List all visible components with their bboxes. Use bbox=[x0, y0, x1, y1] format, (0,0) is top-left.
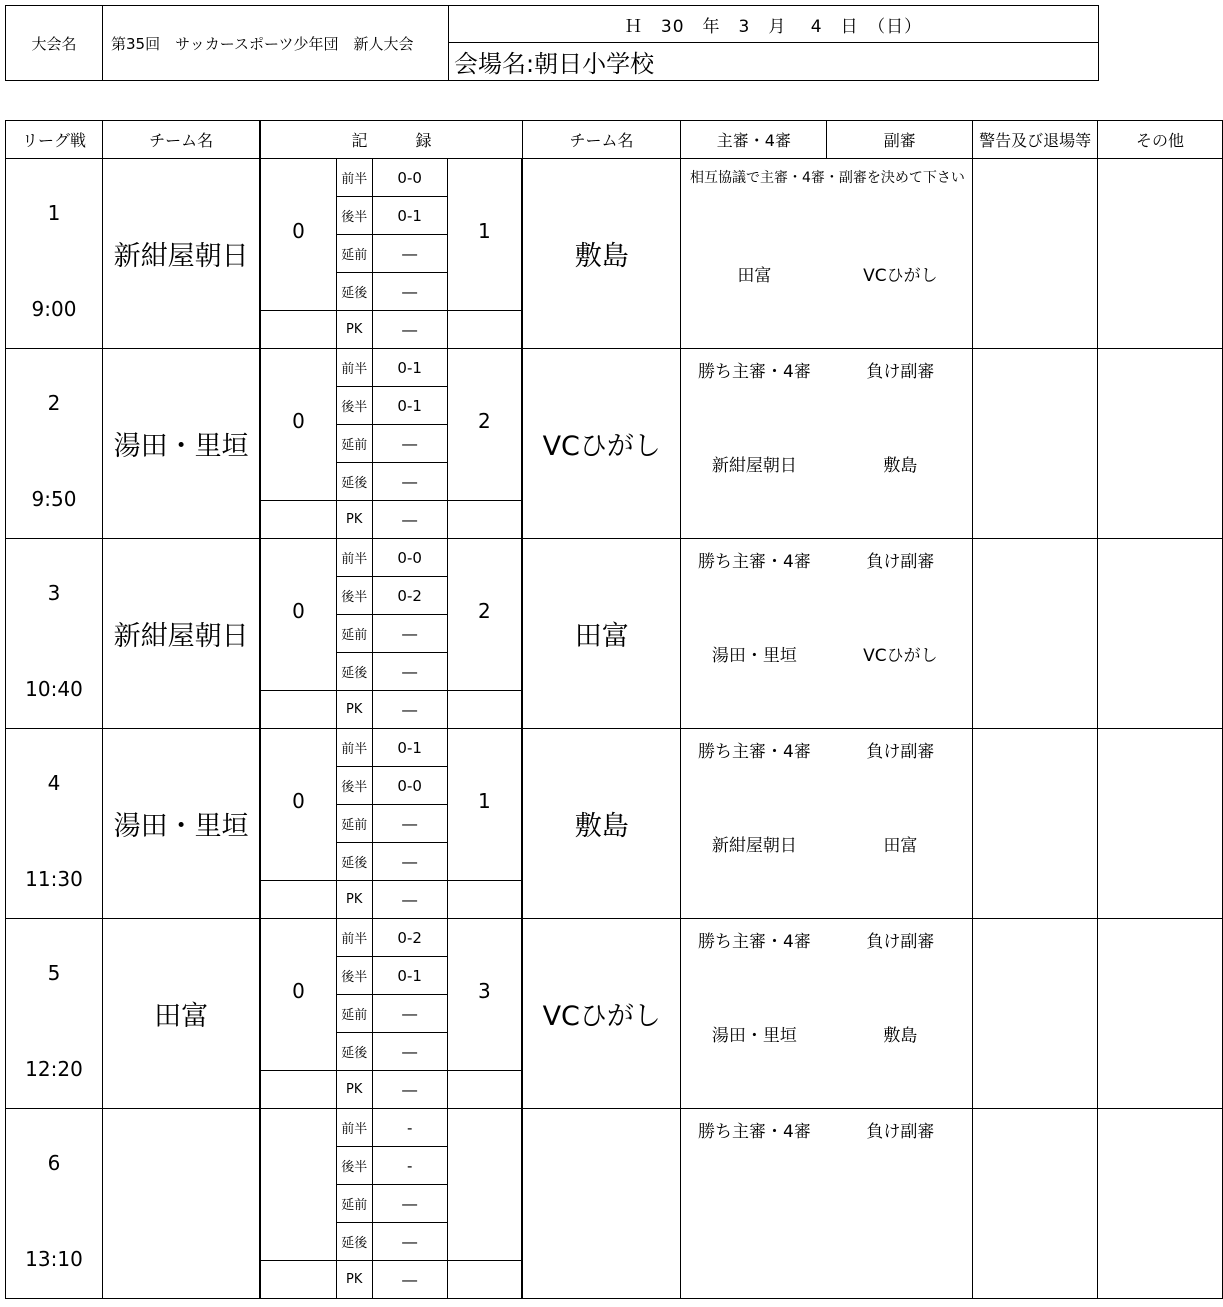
period-label: PK bbox=[336, 1261, 372, 1299]
main-ref-team: 田富 bbox=[737, 266, 772, 286]
sub-ref-heading: 負け副審 bbox=[866, 362, 935, 382]
main-ref-heading: 勝ち主審・4審 bbox=[698, 1122, 811, 1142]
away-team bbox=[522, 1109, 681, 1299]
referee-cell bbox=[681, 1109, 973, 1299]
col-warnings: 警告及び退場等 bbox=[973, 121, 1098, 159]
period-label: 延後 bbox=[336, 1223, 372, 1261]
away-score bbox=[447, 1109, 522, 1261]
period-label: 後半 bbox=[336, 1147, 372, 1185]
main-ref-heading: 勝ち主審・4審 bbox=[698, 742, 811, 762]
home-team: 新紺屋朝日 bbox=[102, 159, 260, 349]
pk-away-blank bbox=[447, 691, 522, 729]
period-score: ― bbox=[372, 1185, 447, 1223]
period-label: PK bbox=[336, 1071, 372, 1109]
match-cell bbox=[6, 539, 103, 729]
period-score: ― bbox=[372, 805, 447, 843]
away-team: 田富 bbox=[522, 539, 681, 729]
sub-ref-team: VCひがし bbox=[863, 646, 938, 666]
period-score: 0-1 bbox=[372, 729, 447, 767]
match-date: Ｈ 30 年 3 月 4 日 （日） bbox=[449, 6, 1099, 43]
sub-ref-heading: 負け副審 bbox=[866, 1122, 935, 1142]
period-score: ― bbox=[372, 881, 447, 919]
home-team: 田富 bbox=[102, 919, 260, 1109]
sub-ref-team: 敷島 bbox=[883, 1026, 918, 1046]
period-score: ― bbox=[372, 273, 447, 311]
away-score: 2 bbox=[447, 539, 522, 691]
away-score: 1 bbox=[447, 729, 522, 881]
other-cell bbox=[1098, 919, 1223, 1109]
period-label: 前半 bbox=[336, 159, 372, 197]
match-cell bbox=[6, 349, 103, 539]
warnings-cell bbox=[973, 1109, 1098, 1299]
period-label: PK bbox=[336, 501, 372, 539]
match-number: 3 bbox=[47, 581, 61, 605]
pk-away-blank bbox=[447, 311, 522, 349]
period-label: 後半 bbox=[336, 197, 372, 235]
period-label: 延後 bbox=[336, 653, 372, 691]
period-label: 前半 bbox=[336, 1109, 372, 1147]
referee-cell bbox=[681, 349, 973, 539]
match-row bbox=[6, 349, 1223, 387]
period-label: 後半 bbox=[336, 387, 372, 425]
match-number: 4 bbox=[47, 771, 61, 795]
home-score: 0 bbox=[260, 539, 336, 691]
venue-name: 会場名:朝日小学校 bbox=[449, 43, 1099, 81]
col-main-ref: 主審・4審 bbox=[681, 121, 827, 159]
kickoff-time: 13:10 bbox=[25, 1247, 83, 1271]
col-record: 記 録 bbox=[260, 121, 522, 159]
col-team1: チーム名 bbox=[102, 121, 260, 159]
period-score: 0-1 bbox=[372, 197, 447, 235]
main-ref-heading: 勝ち主審・4審 bbox=[698, 552, 811, 572]
away-team: VCひがし bbox=[522, 919, 681, 1109]
away-team: 敷島 bbox=[522, 729, 681, 919]
away-team: VCひがし bbox=[522, 349, 681, 539]
tournament-label: 大会名 bbox=[6, 6, 103, 81]
main-ref-team: 湯田・里垣 bbox=[711, 646, 797, 666]
col-other: その他 bbox=[1098, 121, 1223, 159]
period-score: ― bbox=[372, 691, 447, 729]
period-score: 0-1 bbox=[372, 349, 447, 387]
col-team2: チーム名 bbox=[522, 121, 681, 159]
period-score: ― bbox=[372, 311, 447, 349]
period-score: ― bbox=[372, 463, 447, 501]
home-team: 湯田・里垣 bbox=[102, 349, 260, 539]
kickoff-time: 9:50 bbox=[31, 487, 77, 511]
period-label: 延後 bbox=[336, 1033, 372, 1071]
kickoff-time: 9:00 bbox=[31, 297, 77, 321]
match-number: 6 bbox=[47, 1151, 61, 1175]
home-team: 湯田・里垣 bbox=[102, 729, 260, 919]
referee-cell bbox=[681, 539, 973, 729]
pk-away-blank bbox=[447, 1261, 522, 1299]
referee-cell bbox=[681, 919, 973, 1109]
sub-ref-team: 田富 bbox=[883, 836, 918, 856]
period-score: ― bbox=[372, 501, 447, 539]
period-label: PK bbox=[336, 881, 372, 919]
kickoff-time: 12:20 bbox=[25, 1057, 83, 1081]
match-number: 1 bbox=[47, 201, 61, 225]
period-score: ― bbox=[372, 653, 447, 691]
match-row bbox=[6, 539, 1223, 577]
home-score bbox=[260, 1109, 336, 1261]
period-score: 0-2 bbox=[372, 577, 447, 615]
period-label: 前半 bbox=[336, 349, 372, 387]
main-ref-team: 新紺屋朝日 bbox=[711, 456, 797, 476]
match-row bbox=[6, 1109, 1223, 1147]
period-score: ― bbox=[372, 1223, 447, 1261]
col-league: リーグ戦 bbox=[6, 121, 103, 159]
period-label: 後半 bbox=[336, 957, 372, 995]
period-label: 延前 bbox=[336, 235, 372, 273]
period-label: 延前 bbox=[336, 425, 372, 463]
period-score: ― bbox=[372, 1033, 447, 1071]
sub-ref-team: 敷島 bbox=[883, 456, 918, 476]
kickoff-time: 10:40 bbox=[25, 677, 83, 701]
warnings-cell bbox=[973, 729, 1098, 919]
warnings-cell bbox=[973, 159, 1098, 349]
main-ref-heading: 勝ち主審・4審 bbox=[698, 362, 811, 382]
period-score: 0-0 bbox=[372, 539, 447, 577]
sub-ref-team: VCひがし bbox=[863, 266, 938, 286]
period-score: ― bbox=[372, 843, 447, 881]
col-sub-ref: 副審 bbox=[827, 121, 973, 159]
referee-note: 相互協議で主審・4審・副審を決めて下さい bbox=[689, 170, 965, 186]
other-cell bbox=[1098, 729, 1223, 919]
period-score: ― bbox=[372, 615, 447, 653]
away-score: 3 bbox=[447, 919, 522, 1071]
match-cell bbox=[6, 1109, 103, 1299]
period-score: 0-1 bbox=[372, 387, 447, 425]
pk-away-blank bbox=[447, 501, 522, 539]
period-label: 延後 bbox=[336, 843, 372, 881]
home-team bbox=[102, 1109, 260, 1299]
period-score: ― bbox=[372, 995, 447, 1033]
sub-ref-heading: 負け副審 bbox=[866, 932, 935, 952]
referee-cell bbox=[681, 729, 973, 919]
period-label: 延前 bbox=[336, 1185, 372, 1223]
pk-home-blank bbox=[260, 691, 336, 729]
other-cell bbox=[1098, 349, 1223, 539]
period-label: 後半 bbox=[336, 767, 372, 805]
warnings-cell bbox=[973, 919, 1098, 1109]
main-ref-heading: 勝ち主審・4審 bbox=[698, 932, 811, 952]
match-row bbox=[6, 919, 1223, 957]
match-cell bbox=[6, 919, 103, 1109]
period-label: PK bbox=[336, 311, 372, 349]
period-score: ― bbox=[372, 425, 447, 463]
away-score: 1 bbox=[447, 159, 522, 311]
other-cell bbox=[1098, 539, 1223, 729]
pk-home-blank bbox=[260, 501, 336, 539]
period-label: PK bbox=[336, 691, 372, 729]
period-score: - bbox=[372, 1147, 447, 1185]
period-label: 延前 bbox=[336, 615, 372, 653]
period-label: 前半 bbox=[336, 729, 372, 767]
kickoff-time: 11:30 bbox=[25, 867, 83, 891]
sub-ref-heading: 負け副審 bbox=[866, 742, 935, 762]
main-ref-team: 湯田・里垣 bbox=[711, 1026, 797, 1046]
match-number: 5 bbox=[47, 961, 61, 985]
pk-home-blank bbox=[260, 1261, 336, 1299]
period-label: 延前 bbox=[336, 995, 372, 1033]
pk-away-blank bbox=[447, 881, 522, 919]
away-team: 敷島 bbox=[522, 159, 681, 349]
warnings-cell bbox=[973, 349, 1098, 539]
tournament-name: 第35回 サッカースポーツ少年団 新人大会 bbox=[103, 6, 449, 81]
match-row bbox=[6, 159, 1223, 197]
period-label: 前半 bbox=[336, 919, 372, 957]
home-score: 0 bbox=[260, 919, 336, 1071]
period-label: 延後 bbox=[336, 273, 372, 311]
period-score: ― bbox=[372, 1261, 447, 1299]
period-score: ― bbox=[372, 235, 447, 273]
period-label: 延前 bbox=[336, 805, 372, 843]
pk-away-blank bbox=[447, 1071, 522, 1109]
home-score: 0 bbox=[260, 349, 336, 501]
warnings-cell bbox=[973, 539, 1098, 729]
pk-home-blank bbox=[260, 881, 336, 919]
home-team: 新紺屋朝日 bbox=[102, 539, 260, 729]
period-score: 0-2 bbox=[372, 919, 447, 957]
other-cell bbox=[1098, 159, 1223, 349]
main-ref-team: 新紺屋朝日 bbox=[711, 836, 797, 856]
referee-cell bbox=[681, 159, 973, 349]
match-row bbox=[6, 729, 1223, 767]
period-score: - bbox=[372, 1109, 447, 1147]
sub-ref-heading: 負け副審 bbox=[866, 552, 935, 572]
pk-home-blank bbox=[260, 311, 336, 349]
match-record-table bbox=[5, 120, 1223, 1299]
period-label: 前半 bbox=[336, 539, 372, 577]
away-score: 2 bbox=[447, 349, 522, 501]
match-cell bbox=[6, 159, 103, 349]
header-table bbox=[5, 5, 1099, 81]
home-score: 0 bbox=[260, 729, 336, 881]
period-score: ― bbox=[372, 1071, 447, 1109]
period-score: 0-0 bbox=[372, 159, 447, 197]
match-number: 2 bbox=[47, 391, 61, 415]
match-cell bbox=[6, 729, 103, 919]
pk-home-blank bbox=[260, 1071, 336, 1109]
period-label: 延後 bbox=[336, 463, 372, 501]
period-score: 0-1 bbox=[372, 957, 447, 995]
other-cell bbox=[1098, 1109, 1223, 1299]
period-score: 0-0 bbox=[372, 767, 447, 805]
home-score: 0 bbox=[260, 159, 336, 311]
period-label: 後半 bbox=[336, 577, 372, 615]
